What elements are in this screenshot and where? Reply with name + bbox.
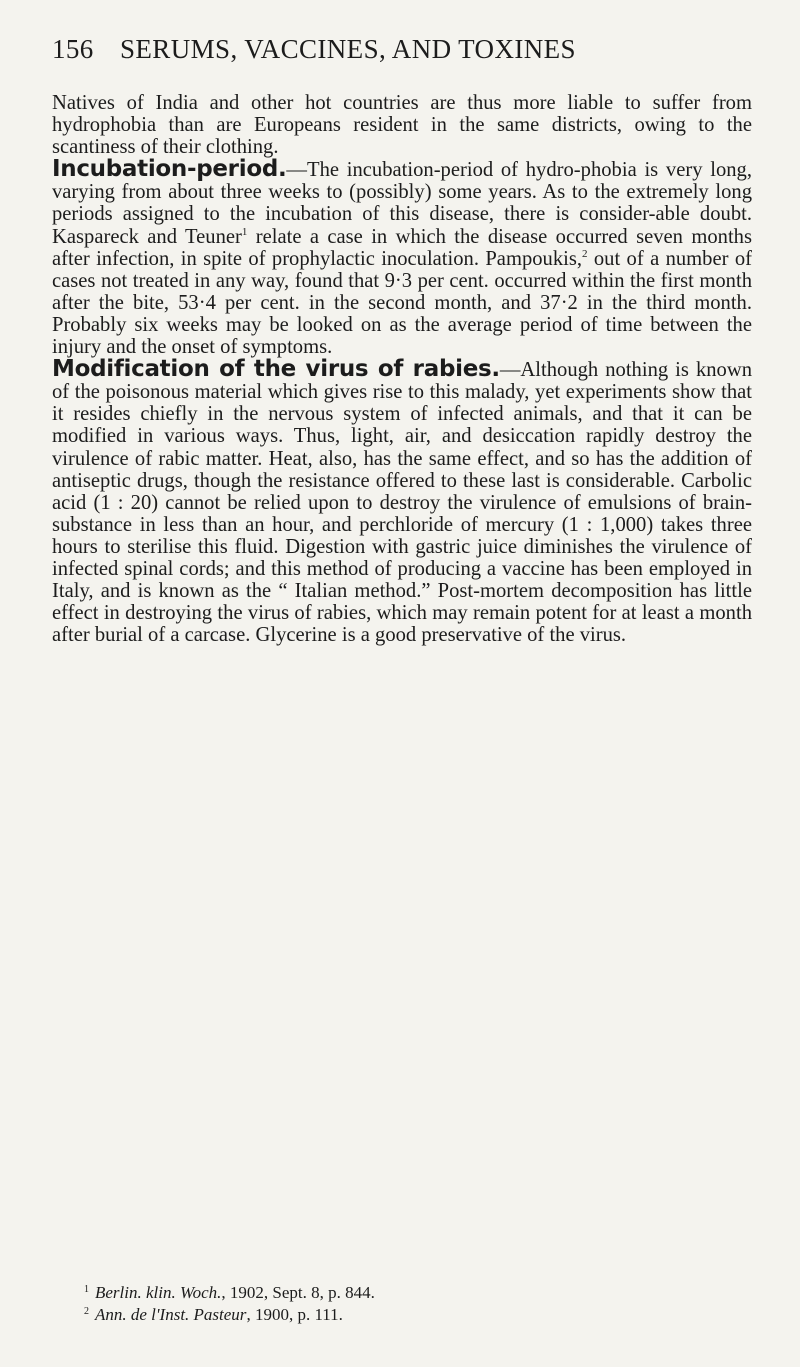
section-heading-modification: Modification of the virus of rabies. xyxy=(52,356,500,383)
paragraph-natives: Natives of India and other hot countries are thus more liable to suffer from hydrophobia than are Europeans resident in the same districts, owing to the scantiness of their clothing. xyxy=(52,92,752,159)
running-header xyxy=(52,34,752,65)
footnote-ref-1: 1 xyxy=(241,225,248,238)
paragraph-modification xyxy=(52,358,752,646)
footnote-ref-2: 2 xyxy=(582,247,588,260)
footnote-1 xyxy=(84,1283,744,1303)
modification-text: —Although nothing is known of the poisonous material which gives rise to this malady, yet experiments show that it resides chiefly in the nervous system of infected animals, and that it can be modified in various ways. Thus, light, air, and desiccation rapidly destroy the virulence of rabic matter. Heat, also, has the same effect, and so has the addition of antiseptic drugs, though the resistance offered to these last is considerable. Carbolic acid (1 : 20) cannot be relied upon to destroy the virulence of emulsions of brain-substance in less than an hour, and perchloride of mercury (1 : 1,000) takes three hours to sterilise this fluid. Digestion with gastric juice diminishes the virulence of infected spinal cords; and this method of producing a vaccine has been employed in Italy, and is known as the “ Italian method.” Post-mortem decomposition has little effect in destroying the virus of rabies, which may remain potent for at least a month after burial of a carcase. Glycerine is a good preservative of the virus. xyxy=(52,359,752,647)
footnote-detail: , 1902, Sept. 8, p. 844. xyxy=(221,1283,375,1302)
incubation-text-a: —The incubation-period of hydro-phobia is very long, varying from about three weeks to (possibly) some years. As to the extremely long periods assigned to the incubation of this disease, there is consider-able doubt. Kaspareck and Teuner xyxy=(52,159,752,248)
running-title: SERUMS, VACCINES, AND TOXINES xyxy=(120,34,576,64)
incubation-text-b: relate a case in which the disease occurred seven months after infection, in spite of prophylactic inoculation. Pampoukis, xyxy=(52,225,752,270)
footnote-mark: 2 xyxy=(84,1306,89,1317)
section-heading-incubation: Incubation-period. xyxy=(52,156,287,183)
body-text xyxy=(52,92,752,646)
incubation-text-c: out of a number of cases not treated in any way, found that 9·3 per cent. occurred within the first month after the bite, 53·4 per cent. in the second month, and 37·2 in the third month. Probably six weeks may be looked on as the average period of time between the injury and the onset of symptoms. xyxy=(52,247,752,359)
footnote-2 xyxy=(84,1305,744,1325)
footnote-mark: 1 xyxy=(84,1284,89,1295)
paragraph-incubation xyxy=(52,158,752,358)
page-number: 156 xyxy=(52,34,94,64)
footnote-source: Ann. de l'Inst. Pasteur xyxy=(95,1305,247,1324)
footnote-source: Berlin. klin. Woch. xyxy=(95,1283,222,1302)
footnote-detail: , 1900, p. 111. xyxy=(246,1305,343,1324)
